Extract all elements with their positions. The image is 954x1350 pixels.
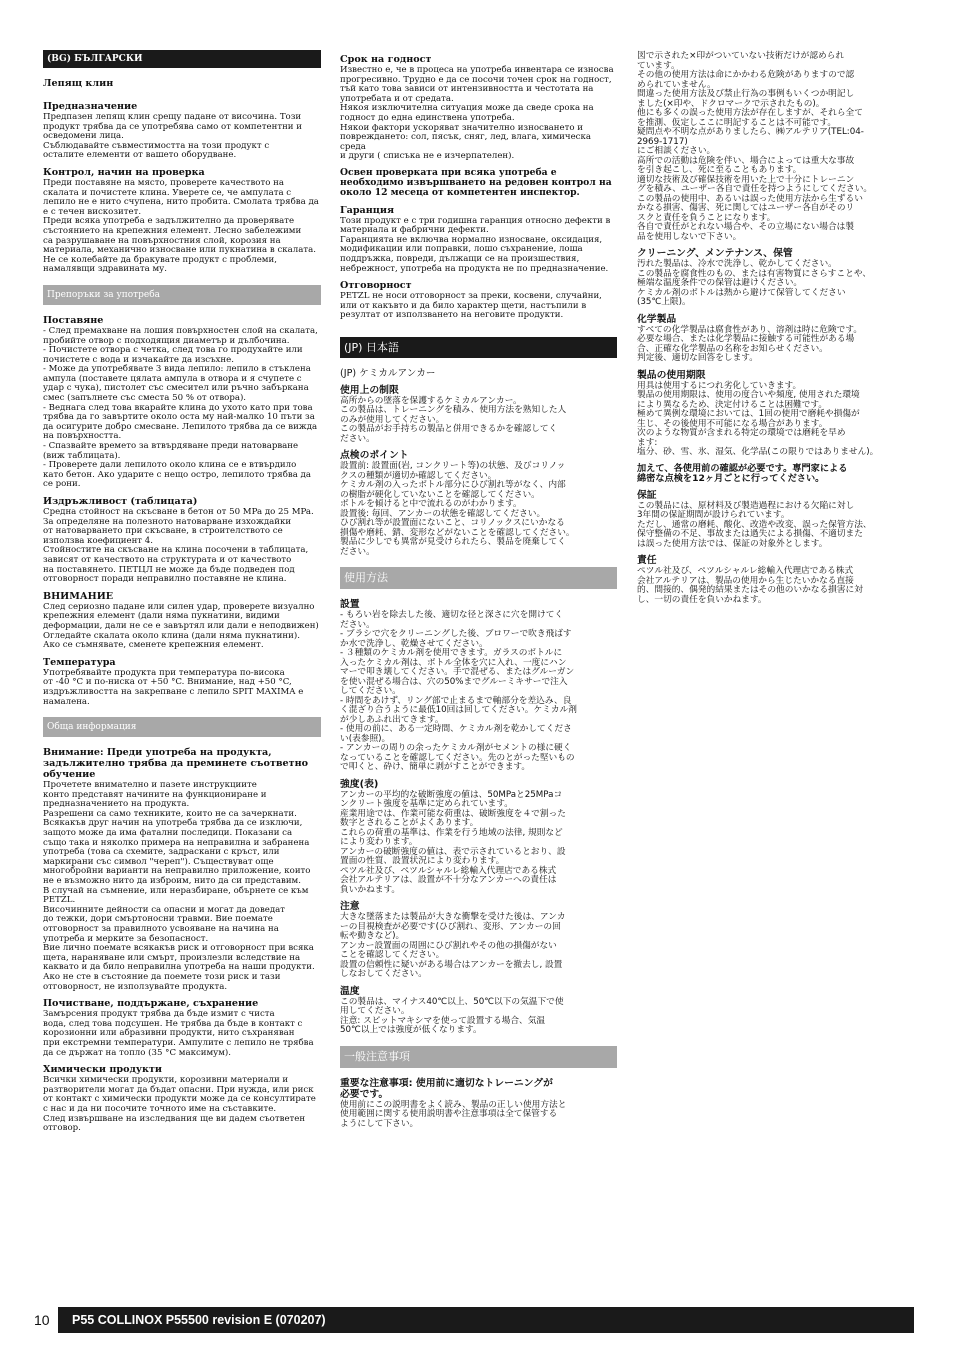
bg-warning-body: След сериозно падане или силен удар, проверете визуално крепежния елемент (дали няма пукнатини, видими деформации, дали не се е завъртял или дали е неподвижен) Огледайте скалата около клина (дали няма пукнатини). Ако се съмнявате, сменете крепежния елемент.	[43, 601, 319, 651]
jp-training-continued: 図で示された×印がついていない技術だけが認められ ています。 その他の使用方法は命にかかわる危険がありますので認 められていません。 間違った使用方法及び禁止行為の事例もいくつか明記し ました(×印や、ドクロマークで示されたもの)。 他にも多くの誤った使用方法が存在しますが、それら全て を推測、仮定しここに明記することは不可能です。 疑問点や不明な点がありましたら、㈱アルテリア(TEL:04- 2969-1717) にご相談ください。 高所での活動は危険を伴い、場合によっては重大な事故 を引き起こし、死に至ることもあります。 適切な技術及び確保技術を用いた上で十分にトレーニン グを積み、ユーザー各自で責任を持つようにしてください。 この製品の使用中、あるいは誤った使用方法から生ずるい かなる損害、傷害、死に関してはユーザー各自がそのリ スクと責任を負うことになります。 各自で責任がとれない場合や、その立場にない場合は製 品を使用しないで下さい。	[637, 51, 873, 242]
bg-usage-bar: Препоръки за употреба	[43, 285, 321, 305]
jp-periodic-inspection-note: 加えて、各使用前の確認が必要です。専門家による 綿密な点検を12ヶ月ごとに行ってください。	[637, 462, 848, 484]
jp-temperature-body: この製品は、マイナス40℃以上、50℃以下の気温下で使 用してください。 注意: スピットマキシマを使って設置する場合、気温 50℃以上では強度が低くなります。	[340, 996, 564, 1036]
bulgarian-column-1	[43, 50, 321, 1136]
bg-chemicals-title: Химически продукти	[43, 1064, 163, 1076]
jp-usage-bar: 使用方法	[340, 567, 617, 589]
bg-warranty-body: Този продукт е с три годишна гаранция относно дефекти в материала и фабрични дефекти. Гаранцията не включва нормално износване, оксидация, модификации или поправки, лошо съхранение, лоша поддръжка, повреди, дължащи се на произшествия, небрежност, употреба на продукта не по предназначение.	[340, 215, 611, 274]
bg-strength-body: Средна стойност на скъсване в бетон от 50 MPa до 25 MPa. За определяне на полезното натоварване изхождайки от натоварването при скъсване, в строителството се използва коефициент 4. Стойностите на скъсване на клина посочени в таблицата, зависят от качеството на структурата и от качеството на поставянето. ПЕТЦЛ не може да бъде подведен под отговорност поради неправилно поставяне не клина.	[43, 507, 314, 585]
bg-training-title: Внимание: Преди употреба на продукта, задължително трябва да преминете съответно обучение	[43, 747, 309, 781]
bg-purpose-body: Предпазен лепящ клин срещу падане от височина. Този продукт трябва да се употребява само от компетентни и осведомени лица. Съблюдавайте съвместимостта на този продукт с осталите елементи от вашето оборудване.	[43, 112, 302, 161]
bg-strength-title: Издръжливост (таблицата)	[43, 496, 198, 507]
bg-liability-title: Отговорност	[340, 280, 412, 292]
jp-inspection-body: 設置前: 設置面(岩, コンクリート等)の状態、及びコリノッ クスの種類が適切か確認してください。 ケミカル剤の入ったボトル部分にひび割れ等がなく、内部 の樹脂が硬化していないことを確認してください。 ボトルを傾けると中で流れるのがわかります。 設置後: 毎回、アンカーの状態を確認してください。 ひび割れ等が設置面にないこと、コリノックスにいかなる 損傷や磨耗、錆、変形などがないことを確認してください。 製品に少しでも異常が見受けられたら、製品を廃棄してく ださい。	[340, 461, 575, 557]
footer-title-bar: P55 COLLINOX P55500 revision E (070207)	[58, 1307, 914, 1333]
bg-cleaning-title: Почистване, поддържане, съхранение	[43, 998, 259, 1010]
page-number: 10	[34, 1312, 50, 1328]
jp-lifetime-body: 用具は使用するにつれ劣化していきます。 製品の使用期限は、使用の度合いや頻度, 使用された環境 により異なるため、決定付けることは困難です。 極めて異例な環境においては、1回の使用で磨耗や損傷が 生じ、その後使用不可能になる場合があります。 次のような物質が含まれる特定の環境では磨耗を早め ます: 塩分、砂、雪、氷、湿気、化学品(この限りではありません)。	[637, 380, 879, 457]
bg-training-body: Прочетете внимателно и пазете инструкциите конто представят начините на функциониране и предназначението на продукта. Разрешени са само техниките, които не са зачеркнати. Всякакъв друг начин на употреба трябва да се изключи, защото може да има фатални последици. Показани са също така и няколко примера на неправилна и забранена употреба (това са схемите, задраскани с кръст, или маркирани със символ "череп"). Съществуват още многобройни варианти на неправилно приложение, които не е възможно нито да изброим, нито да си представим. В случай на съмнение, или неразбиране, обърнете се към PETZL. Височинните дейности са опасни и могат да доведат до тежки, дори смъртоносни травми. Вие поемате отговорност за правилното усвояване на начина на употреба и мерките за безопасност. Вие лично поемате всякакъв риск и отговорност при всяка щета, нараняване или смърт, произлезли вследствие на каквато и да било неправилна употреба на наши продукти. Ако не сте в състояние да поемете този риск и тази отговорност, не използувайте продукта.	[43, 780, 315, 992]
bg-chemicals-body: Всички химически продукти, корозивни материали и разтворители могат да бъдат опасни. При нужда, или риск от контакт с химически продукти може да се консултирате с нас и да ни посочите точното име на съставките. След извършване на изследвания ще ви дадем съответен отговор.	[43, 1075, 316, 1134]
bg-lifetime-body: Известно е, че в процеса на употреба инвентара се износва прогресивно. Трудно е да се посочи точен срок на годност, тъй като това зависи от интензивността и честотата на употребата и от средата. Някоя изключителна ситуация може да сведе срока на годност до една единствена употреба. Някои фактори ускоряват значително износването и повреждането: сол, пясък, сняг, лед, влага, химическа среда и други ( списъка не е изчерпателен).	[340, 65, 614, 162]
bg-installation-body: - След премахване на лошия повърхностен слой на скалата, пробийте отвор с подходящия диаметър и дълбочина. - Почистете отвора с четка, след това го продухайте или почистете с вода и изчакайте да изсъхне. - Може да употребявате 3 вида лепило: лепило в стъклена ампула (поставете цялата ампула в отвора и я счупете с удар с чука), пистолет със смесител или ръчно забъркана смес (запълнете със сместа 50 % от отвора). - Веднага след това вкарайте клина до ухото като при това трябва да го завъртите около оста му най-малко 10 пъти за да осигурите добро смесване. Лепилото трябва да се вижда на повърхността. - Спазвайте времето за втвърдяване преди натоварване (виж таблицата). - Проверете дали лепилото около клина се е втвърдило като бетон. Ако ударите с нещо остро, лепилото трябва да се рони.	[43, 325, 318, 490]
jp-strength-body: アンカーの平均的な破断強度の値は、50MPaと25MPaコ ンクリート強度を基準に定められています。 産業用途では、作業可能な荷重は、破断強度を４で割った 数字とされることがよくあります。 これらの荷重の基準は、作業を行う地域の法律, 規則など により変わります。 アンカーの破断強度の値は、表で示されているとおり、設 置面の性質、設置状況により変わります。 ペツル社及び、ペツルシャルレ総輸入代理店である株式 会社アルテリアは、設置が不十分なアンカーへの責任は 負いかねます。	[340, 789, 566, 895]
bg-liability-body: PETZL не носи отговорност за преки, косвени, случайни, или от какъвто и да било характер щети, настъпили в резултат от използването на неговите продукти.	[340, 291, 602, 321]
bg-lifetime-title: Срок на годност	[340, 54, 432, 65]
bg-product-name: Лепящ клин	[43, 78, 114, 89]
bg-installation-title: Поставяне	[43, 314, 104, 326]
jp-chemicals-body: すべての化学製品は腐食性があり、溶剤は時に危険です。 必要な場合、または化学製品に接触する可能性がある場 合、正確な化学製品の名称をお知らせください。 判定後、適切な回答をします。	[637, 324, 863, 363]
bg-inspection-title: Контрол, начин на проверка	[43, 166, 205, 178]
jp-section	[340, 337, 617, 1130]
jp-strength-title: 強度(表)	[340, 778, 379, 790]
bg-temperature-title: Температура	[43, 656, 116, 668]
bg-general-info-bar: Обща информация	[43, 717, 321, 737]
jp-usage-limits-title: 使用上の制限	[340, 384, 399, 396]
jp-caution-title: 注意	[340, 901, 360, 913]
jp-caution-body: 大きな墜落または製品が大きな衝撃を受けた後は、アンカ ーの目視検査が必要です(ひび割れ、変形、アンカーの回 転や動きなど)。 アンカー設置面の周囲にひび割れやその他の損傷がない ことを確認してください。 設置の信頼性に疑いがある場合はアンカーを撤去し, 設置 しなおしてください。	[340, 912, 566, 980]
bg-temperature-body: Употребявайте продукта при температура по-висока от -40 °C и по-ниска от +50 °C. Внимание, над +50 °C, издръжливостта на закрепване с лепило SPIT MAXIMA е намалена.	[43, 667, 304, 707]
jp-installation-title: 設置	[340, 599, 360, 611]
jp-cleaning-body: 汚れた製品は、冷水で洗浄し、乾かしてください。 この製品を腐食性のもの、または有害物質にさらすことや、 極端な温度条件での保管は避けください。 ケミカル剤のボトルは熱から避けて保管してください (35℃上限)。	[637, 259, 872, 307]
jp-general-bar: 一般注意事項	[340, 1046, 617, 1068]
jp-liability-body: ペツル社及び、ペツルシャルレ総輸入代理店である株式 会社アルテリアは、製品の使用から生じたいかなる直接 的、間接的、偶発的結果またはその他のいかなる損害に対 し、一切の責任を負いかねます。	[637, 566, 863, 605]
bg-warning-title: ВНИМАНИЕ	[43, 590, 114, 602]
jp-column-3	[637, 52, 913, 607]
bg-language-header: (BG) БЪЛГАРСКИ	[43, 50, 321, 68]
column-2	[340, 50, 617, 1131]
jp-warranty-title: 保証	[637, 489, 657, 501]
bg-purpose-title: Предназначение	[43, 101, 138, 112]
bg-periodic-inspection-note: Освен проверката при всяка употреба е необходимо извършването на редовен контрол на около 12 месеца от компетентен инспектор.	[340, 166, 612, 199]
jp-warranty-body: この製品には、原材料及び製造過程における欠陥に対し 3年間の保証期間が設けられています。 ただし、通常の磨耗、酸化、改造や改変、誤った保管方法、 保守整備の不足、事故または過失による損傷、不適切また は誤った使用方法では、保証の対象外とします。	[637, 500, 872, 549]
jp-chemicals-title: 化学製品	[637, 313, 677, 325]
jp-inspection-title: 点検のポイント	[340, 450, 409, 462]
jp-usage-limits-body: 高所からの墜落を保護するケミカルアンカー。 この製品は、トレーニングを積み、使用方法を熟知した人 のみが使用してください。 この製品がお手持ちの製品と併用できるかを確認してく ださい。	[340, 395, 567, 444]
jp-lifetime-title: 製品の使用期限	[637, 369, 706, 381]
jp-installation-body: - もろい岩を除去した後、適切な径と深さに穴を開けてく ださい。 - ブラシで穴をクリーニングした後、ブロワーで吹き飛ばす か水で洗浄し、乾燥させてください。 - ３種類のケミカル剤を使用できます。ガラスのボトルに 入ったケミカル剤は、ボトル全体を穴に入れ、一度にハン マーで叩き壊してください。手で混ぜる、またはグルーガン を使い混ぜる場合は、穴の50%までグルーミキサーで注入 してください。 - 時間をあけず、リング部で止まるまで軸部分を差込み、良 く混ざり合うように最低10回は回してください。ケミカル剤 が少しあふれ出てきます。 - 使用の前に、ある一定時間、ケミカル剤を乾かしてくださ い(表参照)。 - アンカーの周りの余ったケミカル剤がセメントの様に硬く なっていることを確認してください。先のとがった堅いもの で叩くと、砕け、簡単に剥がすことができます。	[340, 610, 577, 773]
jp-cleaning-title: クリーニング、メンテナンス、保管	[637, 248, 793, 259]
jp-training-title: 重要な注意事項: 使用前に適切なトレーニングが 必要です。	[340, 1077, 553, 1100]
jp-language-header: (JP) 日本語	[340, 337, 617, 358]
bg-cleaning-body: Замърсения продукт трябва да бъде измит с чиста вода, след това подсушен. Не трябва да бъде в контакт с корозионни или абразивни продукти, нито съхраняван при екстремни температури. Ампулите с лепило не трябва да се държат на топло (35 °C максимум).	[43, 1009, 314, 1058]
jp-temperature-title: 温度	[340, 985, 360, 997]
bg-warranty-title: Гаранция	[340, 204, 395, 216]
jp-product-name: (JP) ケミカルアンカー	[340, 367, 436, 379]
jp-training-body: 使用前にこの説明書をよく読み、製品の正しい使用方法と 使用範囲に関する使用説明書や注意事項は全て保管する ようにして下さい。	[340, 1099, 567, 1129]
jp-liability-title: 責任	[637, 555, 657, 567]
bg-inspection-body: Преди поставяне на място, проверете качеството на скалата и почистете клина. Уверете се, че ампулата с лепило не е нито счупена, нито пробита. Смолата трябва да е с течен вискозитет. Преди всяка употреба е задължително да проверявате състоянието на крепежния елемент. Лесно забележими са разрушаване на повърхностния слой, корозия на материала, механично износване или пукнатина в скалата. Не се колебайте да бракувате продукт с проблеми, намалявщи здравината му.	[43, 177, 319, 275]
